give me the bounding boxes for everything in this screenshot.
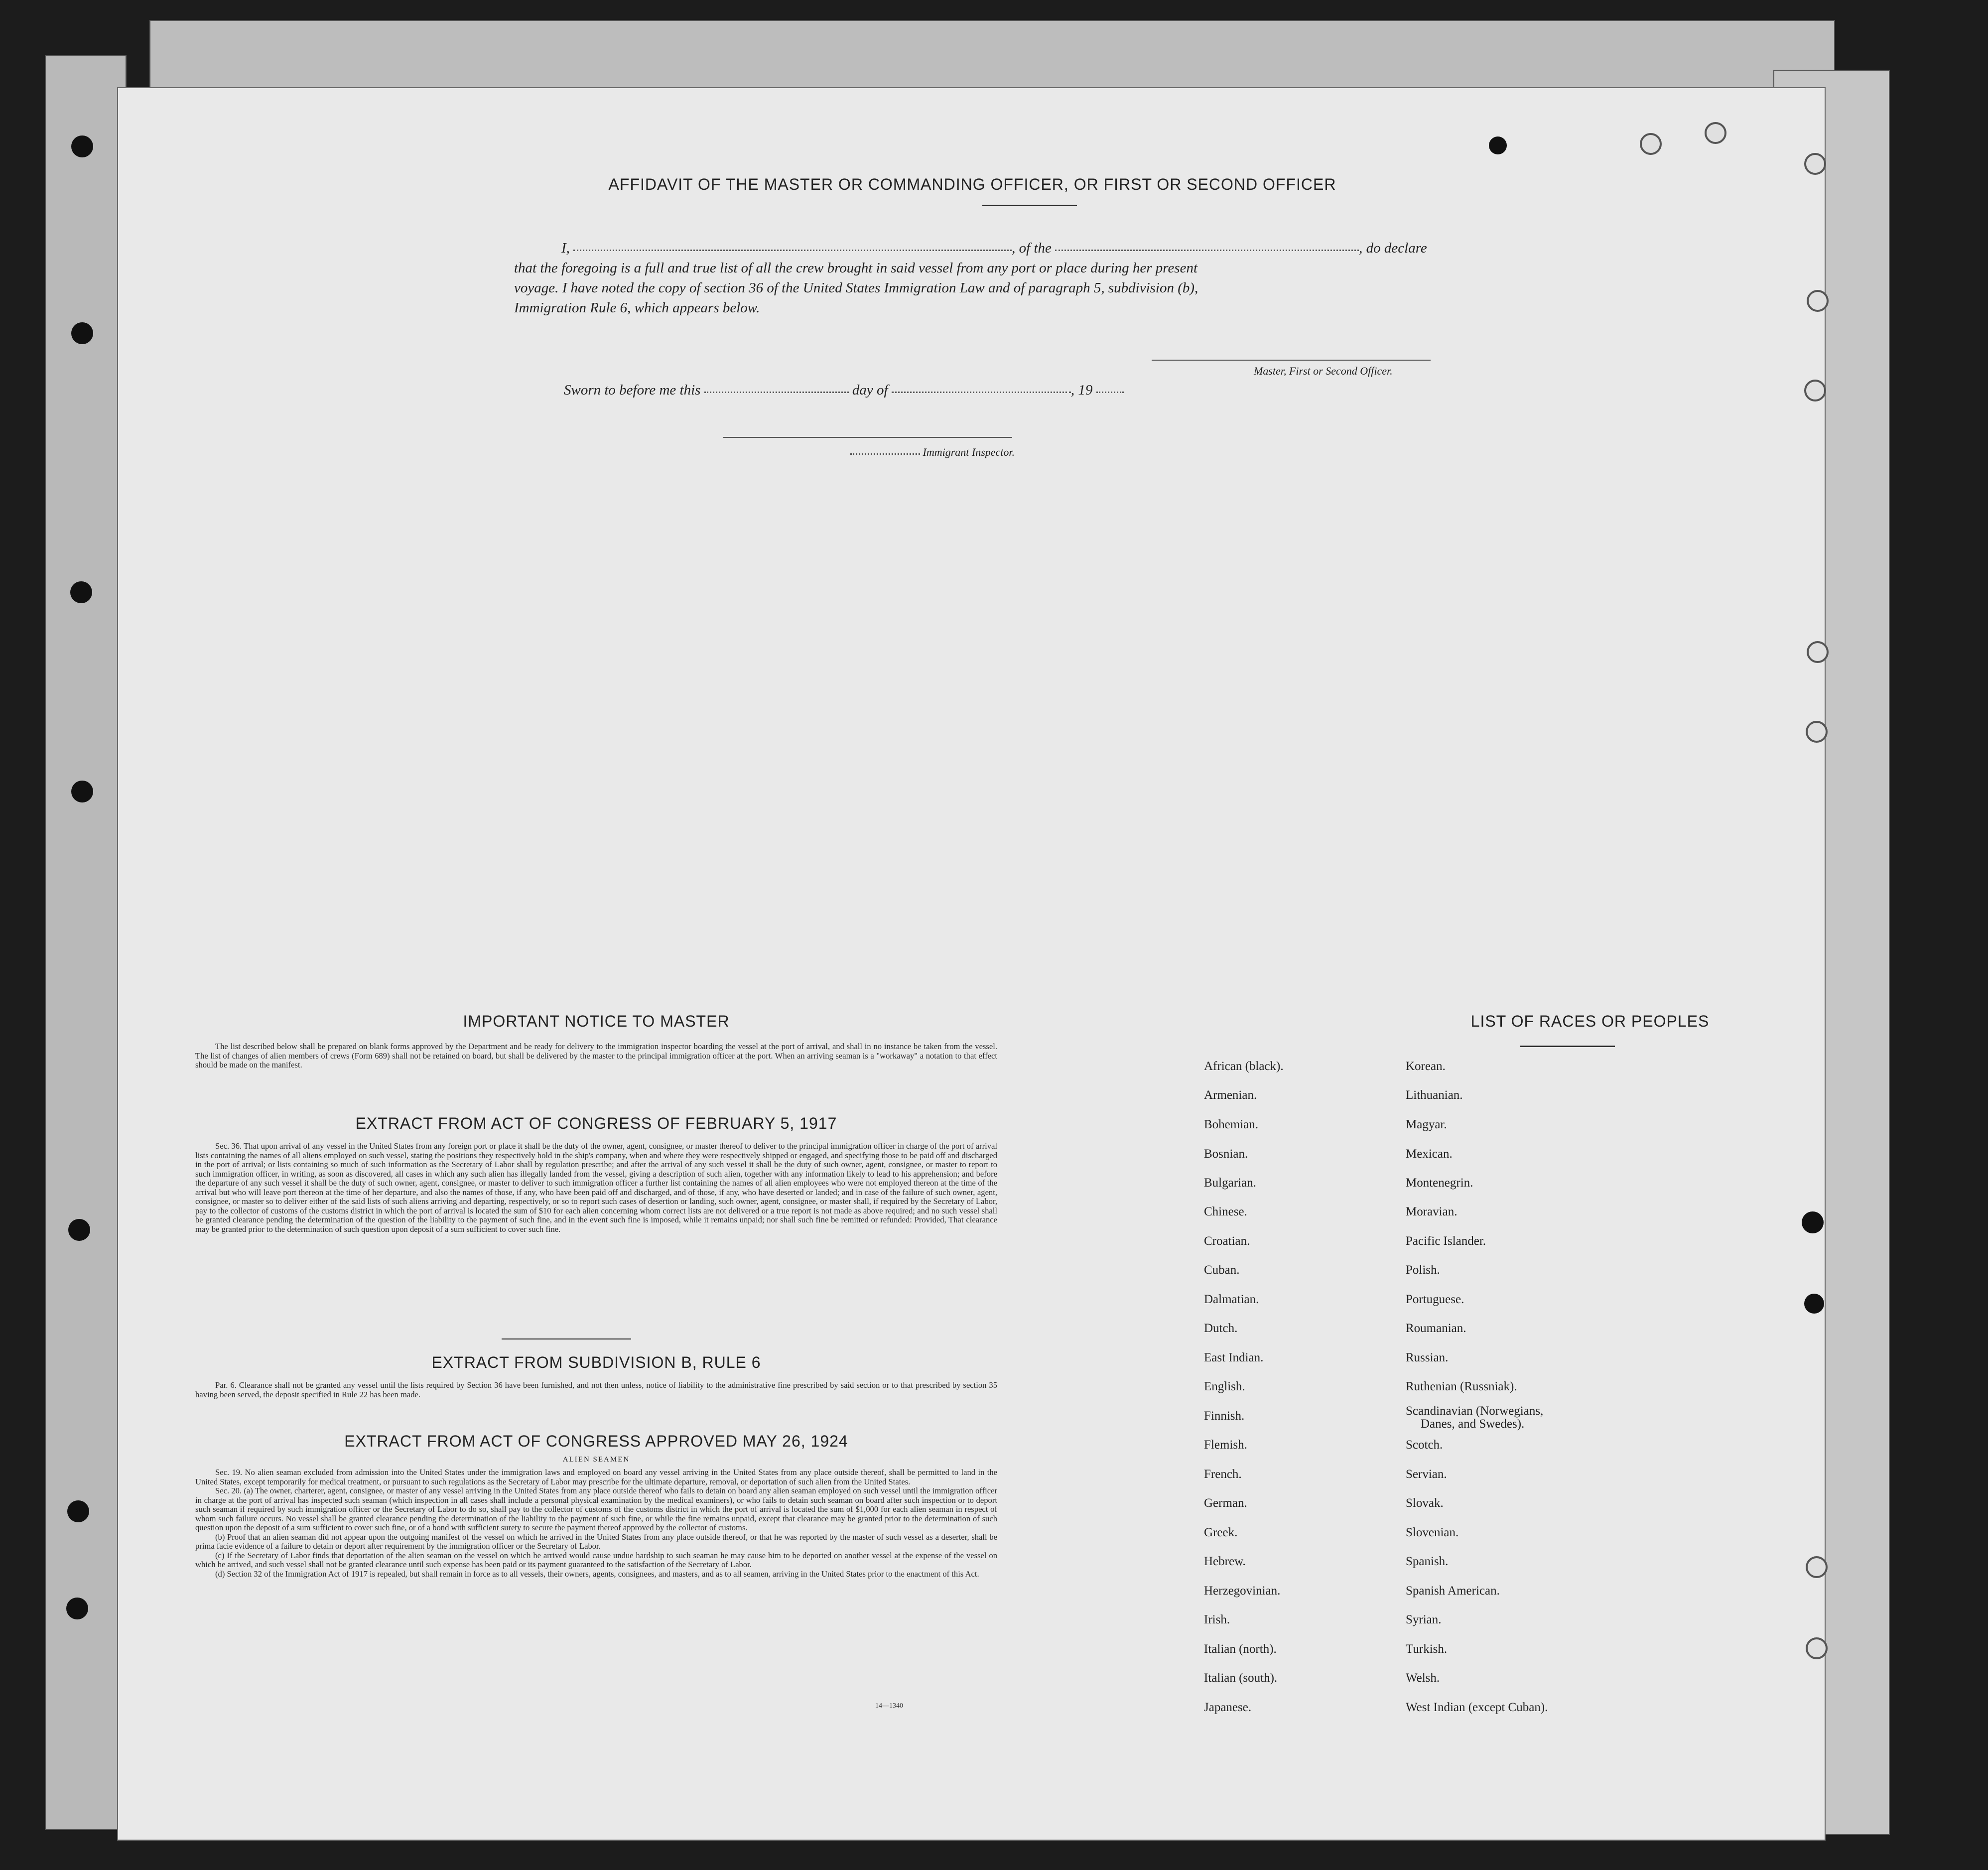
- race-item: Pacific Islander.: [1406, 1234, 1486, 1248]
- sworn-line: [564, 380, 1261, 401]
- document-page: [117, 87, 1826, 1841]
- race-item: Bulgarian.: [1204, 1176, 1256, 1190]
- race-item: Chinese.: [1204, 1205, 1247, 1218]
- affidavit-title: AFFIDAVIT OF THE MASTER OR COMMANDING OFFICER, OR FIRST OR SECOND OFFICER: [608, 175, 1336, 193]
- race-item: Roumanian.: [1406, 1322, 1466, 1335]
- punch-hole: [71, 135, 93, 157]
- race-item: Polish.: [1406, 1263, 1440, 1277]
- sec20b-paragraph: (b) Proof that an alien seaman did not appear upon the outgoing manifest of the vessel on which he arrived in the United States from any place outside thereof, or that he was reported by the master of such vessel as a deserter, shall be prima facie evidence of a failure to detain or deport after requirement by the immigration officer or the Secretary of Labor.: [195, 1532, 997, 1551]
- race-item: Italian (north).: [1204, 1642, 1277, 1656]
- race-item: Bohemian.: [1204, 1118, 1259, 1131]
- reinforcement-ring: [1806, 1637, 1828, 1659]
- sec36-paragraph: Sec. 36. That upon arrival of any vessel in the United States from any foreign port or place it shall be the duty of the owner, agent, consignee, or master thereof to deliver to the principal immigration officer in charge of the port of arrival lists containing the names of all aliens employed on such vessel, stating the positions they respectively hold in the ship's company, when and where they were respectively shipped or engaged, and specifying those to be paid off and discharged in the port of arrival; or lists containing so much of such information as the Secretary of Labor shall by regulation prescribe; and after the arrival of any such vessel it shall be the duty of such owner, agent, consignee, or master to report to such immigration officer, in writing, as soon as discovered, all cases in which any such alien has illegally landed from the vessel, giving a description of such alien, together with any information likely to lead to his apprehension; and before the departure of any such vessel it shall be the duty of such owner, agent, consignee, or master to deliver to such immigration officer a further list containing the names of all alien employees who were not employed thereon at the time of the arrival but who will leave port thereon at the time of her departure, and also the names of those, if any, who have been paid off and discharged, and of those, if any, who have deserted or landed; and in case of the failure of such owner, agent, consignee, or master so to deliver either of the said lists of such aliens arriving and departing, respectively, or so to report such cases of desertion or landing, such owner, agent, consignee, or master shall, if required by the Secretary of Labor, pay to the collector of customs of the customs district in which the port of arrival is located the sum of $10 for each alien concerning whom correct lists are not delivered or a true report is not made as above required; and no such vessel shall be granted clearance pending the determination of the question of the liability to the payment of such fine, and in the event such fine is imposed, while it remains unpaid; nor shall such fine be remitted or refunded: Provided, That clearance may be granted prior to the determination of such question upon deposit of a sum sufficient to cover such fine.: [195, 1141, 997, 1234]
- sworn-label: Sworn to before me this: [564, 382, 701, 398]
- race-item: Servian.: [1406, 1468, 1447, 1481]
- do-declare-label: , do declare: [1359, 240, 1427, 256]
- inspector-signature-line[interactable]: [723, 437, 1012, 438]
- race-item: Magyar.: [1406, 1118, 1447, 1131]
- race-item: English.: [1204, 1380, 1245, 1393]
- notice-title: IMPORTANT NOTICE TO MASTER: [463, 1012, 730, 1030]
- section-rule: [502, 1338, 631, 1339]
- race-item: Spanish.: [1406, 1555, 1449, 1568]
- race-item: Lithuanian.: [1406, 1088, 1463, 1102]
- form-number: 14—1340: [875, 1702, 903, 1710]
- year-label: , 19: [1070, 382, 1093, 398]
- race-item: Finnish.: [1204, 1409, 1245, 1423]
- punch-hole: [1489, 136, 1507, 154]
- sec20a-paragraph: Sec. 20. (a) The owner, charterer, agent, consignee, or master of any vessel arriving in the United States from any place outside thereof who fails to detain on board any alien seaman employed on such vessel until the immigration officer in charge at the port of arrival has inspected such seaman (which inspection in all cases shall include a personal physical examination by the medical examiners), or who fails to detain such seaman on board after such inspection or to deport such seaman if required by such immigration officer or the Secretary of Labor to do so, shall pay to the collector of customs of the customs district in which the port of arrival is located the sum of $1,000 for each alien seaman in respect of whom such failure occurs. No vessel shall be granted clearance pending the determination of the liability to the payment of such fine, or while the fine remains unpaid, except that clearance may be granted prior to the determination of such question upon the deposit of a sum sufficient to cover such fine, or of a bond with sufficient surety to secure the payment thereof approved by the collector of customs.: [195, 1486, 997, 1532]
- inspector-label: [850, 446, 1015, 459]
- race-item: Scotch.: [1406, 1438, 1443, 1452]
- name-blank[interactable]: [573, 248, 1012, 251]
- race-item: Portuguese.: [1406, 1293, 1464, 1306]
- title-rule: [982, 205, 1077, 206]
- race-item: Syrian.: [1406, 1613, 1442, 1626]
- extract-1924-title: EXTRACT FROM ACT OF CONGRESS APPROVED MAY 26, 1924: [344, 1432, 848, 1450]
- race-item: Slovak.: [1406, 1496, 1444, 1510]
- race-item: Irish.: [1204, 1613, 1230, 1626]
- punch-hole: [1804, 1294, 1824, 1314]
- reinforcement-ring: [1804, 380, 1826, 401]
- race-item: Dutch.: [1204, 1322, 1238, 1335]
- race-item: Russian.: [1406, 1351, 1449, 1364]
- race-item: Italian (south).: [1204, 1671, 1278, 1685]
- notice-paragraph: The list described below shall be prepared on blank forms approved by the Department and be ready for delivery to the immigration inspector boarding the vessel at the port of arrival, and shall in no instance be taken from the vessel. The list of changes of alien members of crews (Form 689) shall not be retained on board, but shall be delivered by the master to the principal immigration officer at the port. When an arriving seaman is a "workaway" a notation to that effect should be made on the manifest.: [195, 1042, 997, 1069]
- back-sheet-left-edge: [45, 55, 127, 1830]
- affidavit-body-2: voyage. I have noted the copy of section 36 of the United States Immigration Law and of paragraph 5, subdivision (b),: [514, 280, 1198, 296]
- race-item: Croatian.: [1204, 1234, 1250, 1248]
- i-label: I,: [561, 240, 570, 256]
- race-item-continued: Danes, and Swedes).: [1421, 1417, 1525, 1431]
- day-of-label: day of: [852, 382, 888, 398]
- punch-hole: [66, 1598, 88, 1619]
- alien-seamen-subtitle: ALIEN SEAMEN: [562, 1456, 630, 1464]
- punch-hole: [1802, 1211, 1824, 1233]
- affidavit-first-line: [561, 238, 1597, 259]
- sec20d-paragraph: (d) Section 32 of the Immigration Act of 1917 is repealed, but shall remain in force as to all vessels, their owners, agents, consignees, and masters, and as to all seamen, arriving in the United States prior to the enactment of this Act.: [215, 1569, 979, 1579]
- race-item: German.: [1204, 1496, 1247, 1510]
- punch-hole: [68, 1219, 90, 1241]
- reinforcement-ring: [1640, 133, 1662, 155]
- race-item: Hebrew.: [1204, 1555, 1246, 1568]
- race-item: Spanish American.: [1406, 1584, 1500, 1598]
- race-item: Korean.: [1406, 1060, 1446, 1073]
- race-item: Dalmatian.: [1204, 1293, 1259, 1306]
- reinforcement-ring: [1705, 122, 1726, 144]
- punch-hole: [71, 781, 93, 802]
- inspector-dots: [850, 451, 920, 455]
- day-blank[interactable]: [704, 390, 849, 393]
- month-blank[interactable]: [892, 390, 1071, 393]
- race-item: East Indian.: [1204, 1351, 1264, 1364]
- reinforcement-ring: [1806, 1556, 1828, 1578]
- race-item: Mexican.: [1406, 1147, 1453, 1161]
- par6-paragraph: Par. 6. Clearance shall not be granted any vessel until the lists required by Section 36 have been furnished, and not then unless, notice of liability to the administrative fine prescribed by said section or to that prescribed by section 35 having been served, the deposit specified in Rule 22 has been made.: [195, 1380, 997, 1399]
- reinforcement-ring: [1806, 721, 1828, 743]
- master-signature-line[interactable]: [1152, 360, 1431, 361]
- inspector-label-text: Immigrant Inspector.: [923, 446, 1015, 458]
- race-item: Montenegrin.: [1406, 1176, 1473, 1190]
- races-title-rule: [1520, 1046, 1615, 1047]
- reinforcement-ring: [1804, 153, 1826, 175]
- affidavit-body-3: Immigration Rule 6, which appears below.: [514, 300, 760, 316]
- race-item: Scandinavian (Norwegians,: [1406, 1404, 1544, 1418]
- race-item: French.: [1204, 1468, 1242, 1481]
- race-item: Armenian.: [1204, 1088, 1257, 1102]
- race-item: Cuban.: [1204, 1263, 1240, 1277]
- vessel-blank[interactable]: [1055, 248, 1359, 251]
- race-item: Flemish.: [1204, 1438, 1247, 1452]
- extract-rule6-text: [195, 1381, 997, 1399]
- reinforcement-ring: [1807, 641, 1829, 663]
- extract-1917-text: [195, 1142, 997, 1234]
- race-item: West Indian (except Cuban).: [1406, 1701, 1548, 1714]
- sec20c-paragraph: (c) If the Secretary of Labor finds that deportation of the alien seaman on the vessel on which he arrived would cause undue hardship to such seaman he may cause him to be deported on another vessel at the expense of the vessel on which he arrived, and such vessel shall not be granted clearance until such expense has been paid or its payment guaranteed to the satisfaction of the Secretary of Labor.: [195, 1550, 997, 1569]
- race-item: Japanese.: [1204, 1701, 1252, 1714]
- master-signature-label: Master, First or Second Officer.: [1254, 365, 1393, 377]
- race-item: Ruthenian (Russniak).: [1406, 1380, 1517, 1393]
- extract-1917-title: EXTRACT FROM ACT OF CONGRESS OF FEBRUARY 5, 1917: [355, 1114, 837, 1132]
- race-item: African (black).: [1204, 1060, 1284, 1073]
- race-item: Moravian.: [1406, 1205, 1458, 1218]
- race-item: Turkish.: [1406, 1642, 1448, 1656]
- extract-rule6-title: EXTRACT FROM SUBDIVISION B, RULE 6: [431, 1353, 761, 1371]
- punch-hole: [71, 322, 93, 344]
- extract-1924-text: [195, 1468, 997, 1579]
- race-item: Slovenian.: [1406, 1526, 1459, 1539]
- of-the-label: , of the: [1012, 240, 1052, 256]
- reinforcement-ring: [1807, 290, 1829, 312]
- race-item: Welsh.: [1406, 1671, 1440, 1685]
- sec19-paragraph: Sec. 19. No alien seaman excluded from admission into the United States under the immigration laws and employed on board any vessel arriving in the United States from any place outside thereof, shall be permitted to land in the United States, except temporarily for medical treatment, or pursuant to such regulations as the Secretary of Labor may prescribe for the ultimate departure, removal, or deportation of such alien from the United States.: [195, 1468, 997, 1486]
- year-blank[interactable]: [1096, 390, 1124, 393]
- affidavit-body-1: that the foregoing is a full and true list of all the crew brought in said vessel from any port or place during her present: [514, 260, 1198, 276]
- races-title: LIST OF RACES OR PEOPLES: [1470, 1012, 1710, 1030]
- punch-hole: [70, 581, 92, 603]
- race-item: Bosnian.: [1204, 1147, 1248, 1161]
- notice-text: [195, 1042, 997, 1070]
- race-item: Herzegovinian.: [1204, 1584, 1281, 1598]
- punch-hole: [67, 1500, 89, 1522]
- race-item: Greek.: [1204, 1526, 1238, 1539]
